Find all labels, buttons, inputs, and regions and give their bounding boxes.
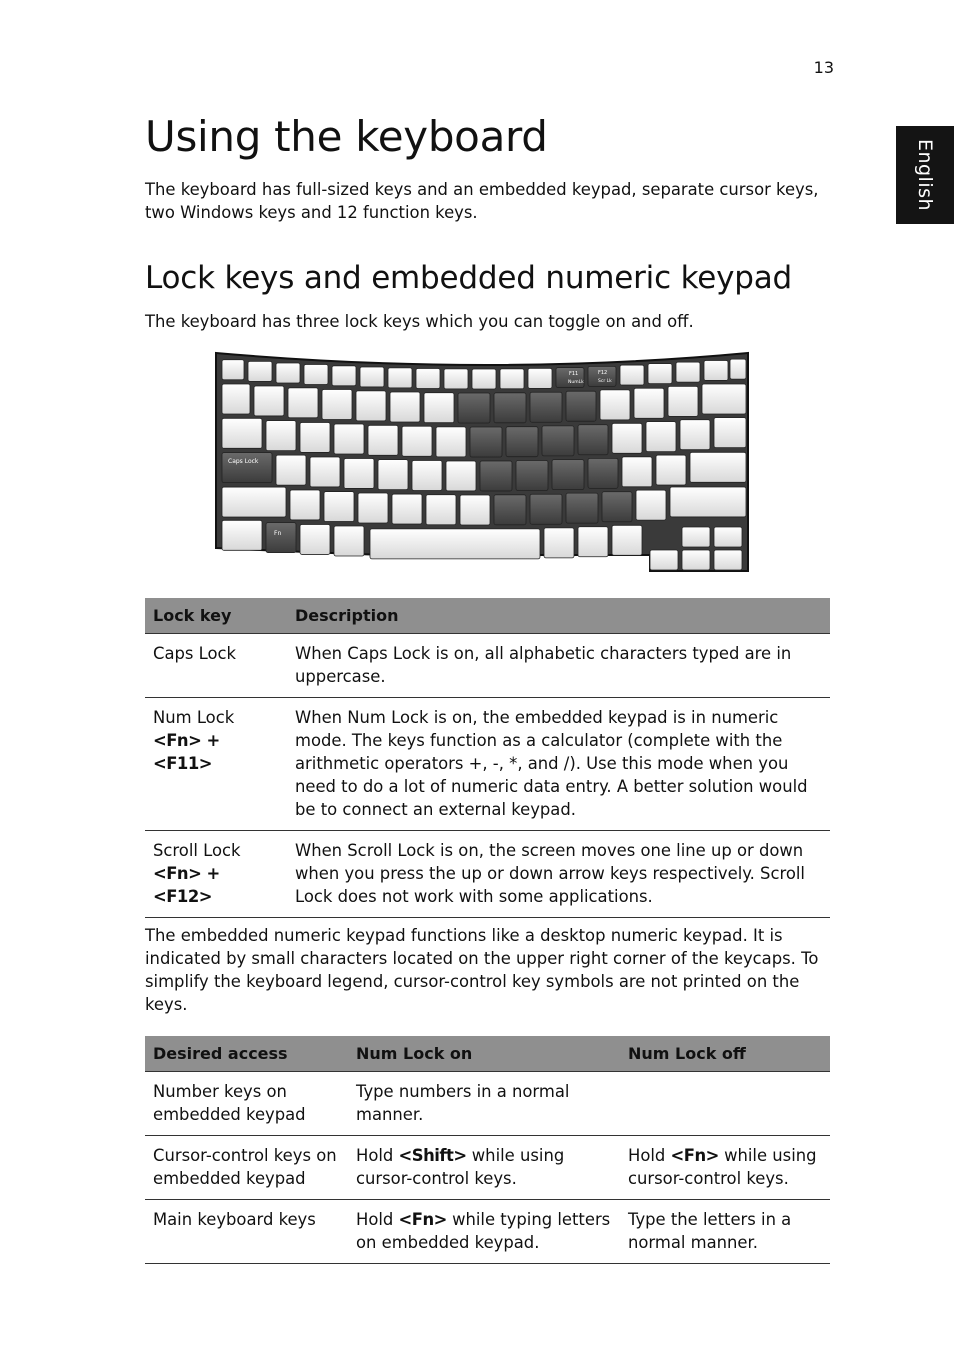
keyboard-key <box>300 422 330 452</box>
keyboard-key <box>300 524 330 554</box>
num-lock-on-cell <box>348 1071 620 1135</box>
caps-lock-key-label: Caps Lock <box>228 458 259 465</box>
keypad-key <box>530 392 562 422</box>
keyboard-key <box>390 392 420 422</box>
keyboard-key <box>620 365 644 385</box>
keypad-key <box>552 460 584 490</box>
keyboard-key <box>446 461 476 491</box>
lock-description-cell: When Scroll Lock is on, the screen moves one line up or down when you press the up or down arrow keys respectively. Scroll Lock does not work with some applications. <box>287 830 830 917</box>
language-tab <box>896 126 954 224</box>
keyboard-key <box>656 455 686 485</box>
f12-key-label: F12 <box>598 370 608 376</box>
lock-key-name: Num Lock <box>153 707 235 727</box>
fn-key-label: Fn <box>274 530 282 537</box>
keyboard-key <box>370 529 540 559</box>
keypad-key <box>266 523 296 553</box>
keyboard-key <box>714 418 746 448</box>
keyboard-key <box>426 495 456 525</box>
section-intro: The keyboard has three lock keys which you can toggle on and off. <box>145 312 694 331</box>
keyboard-key <box>368 425 398 455</box>
keyboard-key <box>288 388 318 418</box>
keyboard-key <box>402 426 432 456</box>
lock-keys-table <box>145 598 830 918</box>
keyboard-key <box>460 495 490 525</box>
keyboard-key <box>690 452 746 482</box>
keyboard-key <box>334 424 364 454</box>
keyboard-key <box>324 492 354 522</box>
keyboard-key <box>378 460 408 490</box>
keyboard-key <box>650 550 678 570</box>
lock-key-name: Caps Lock <box>153 643 237 663</box>
table-row <box>145 1199 830 1263</box>
keyboard-key <box>730 359 746 379</box>
access-cell: Number keys on embedded keypad <box>145 1071 348 1135</box>
key-name: <Fn> <box>398 1209 447 1229</box>
keyboard-key <box>276 363 300 383</box>
num-lock-on-cell <box>348 1199 620 1263</box>
keypad-key <box>578 425 608 455</box>
keyboard-key <box>356 391 386 421</box>
key-name: <Shift> <box>398 1145 467 1165</box>
lock-description-cell: When Num Lock is on, the embedded keypad is in numeric mode. The keys function as a calculator (complete with the arithmetic operators +, -, *, and /). Use this mode when you need to do a lot of numeric data entry. A better solution would be to connect an external keypad. <box>287 697 830 830</box>
keyboard-key <box>612 423 642 453</box>
keyboard-key <box>646 422 676 452</box>
keyboard-key <box>222 418 262 448</box>
cell-text: Type numbers in a normal manner. <box>356 1081 570 1124</box>
keyboard-key <box>682 527 710 547</box>
keyboard-key <box>600 390 630 420</box>
keypad-key <box>602 492 632 522</box>
table-row <box>145 1071 830 1135</box>
f11-key-label: F11 <box>569 371 579 377</box>
keyboard-key <box>500 369 524 389</box>
keypad-key <box>588 458 618 488</box>
keyboard-key <box>304 364 328 384</box>
keyboard-key <box>528 368 552 388</box>
table-header-cell: Desired access <box>145 1036 348 1071</box>
keyboard-key <box>436 427 466 457</box>
cell-text: Type the letters in a normal manner. <box>628 1209 792 1252</box>
keyboard-key <box>248 361 272 381</box>
table-header-cell: Num Lock off <box>620 1036 830 1071</box>
table-header-row <box>145 598 830 633</box>
keyboard-key <box>676 362 700 382</box>
keyboard-key <box>388 368 412 388</box>
keypad-key <box>506 427 538 457</box>
keyboard-key <box>360 367 384 387</box>
keyboard-key <box>680 420 710 450</box>
keyboard-key <box>416 369 440 389</box>
keyboard-key <box>714 550 742 570</box>
keyboard-key <box>222 487 286 517</box>
access-cell: Cursor-control keys on embedded keypad <box>145 1135 348 1199</box>
keyboard-key <box>704 360 728 380</box>
lock-key-combo: <Fn> + <F11> <box>153 730 220 773</box>
keyboard-key <box>648 364 672 384</box>
section-title: Lock keys and embedded numeric keypad <box>145 260 793 296</box>
cell-text: while using cursor-control keys. <box>356 1145 565 1188</box>
keyboard-key <box>290 490 320 520</box>
keyboard-illustration <box>210 343 770 578</box>
lock-key-cell <box>145 633 287 697</box>
keypad-key <box>480 461 512 491</box>
keyboard-key <box>702 384 746 414</box>
intro-paragraph: The keyboard has full-sized keys and an embedded keypad, separate cursor keys, two Windows keys and 12 function keys. <box>145 180 819 222</box>
lock-key-cell <box>145 697 287 830</box>
keyboard-key <box>472 369 496 389</box>
cell-text: Hold <box>356 1145 399 1165</box>
table-header-row <box>145 1036 830 1071</box>
cell-text: while typing letters on embedded keypad. <box>356 1209 611 1252</box>
page-title: Using the keyboard <box>145 112 548 161</box>
cell-text: Hold <box>356 1209 399 1229</box>
keyboard-key <box>266 421 296 451</box>
keyboard-key <box>444 369 468 389</box>
num-lock-on-cell <box>348 1135 620 1199</box>
access-table <box>145 1036 830 1264</box>
keyboard-key <box>670 487 746 517</box>
lock-key-combo: <Fn> + <F12> <box>153 863 220 906</box>
keyboard-key <box>668 386 698 416</box>
page-number: 13 <box>813 58 834 77</box>
keyboard-key <box>544 528 574 558</box>
keypad-key <box>494 393 526 423</box>
keyboard-key <box>358 493 388 523</box>
keyboard-key <box>612 525 642 555</box>
keyboard-key <box>392 494 422 524</box>
table-row <box>145 1135 830 1199</box>
cell-text: Hold <box>628 1145 671 1165</box>
cell-text: while using cursor-control keys. <box>628 1145 817 1188</box>
keyboard-key <box>222 384 250 414</box>
language-tab-label: English <box>914 138 936 212</box>
keyboard-key <box>332 366 356 386</box>
keyboard-key <box>682 550 710 570</box>
f12-key-sublabel: Scr Lk <box>598 379 612 384</box>
keypad-paragraph: The embedded numeric keypad functions like a desktop numeric keypad. It is indicated by small characters located on the upper right corner of the keycaps. To simplify the keyboard legend, cursor-control key symbols are not printed on the keys. <box>145 926 819 1014</box>
table-header-cell: Num Lock on <box>348 1036 620 1071</box>
keyboard-key <box>254 386 284 416</box>
keyboard-key <box>636 490 666 520</box>
keyboard-key <box>310 457 340 487</box>
keypad-key <box>494 495 526 525</box>
table-row <box>145 697 830 830</box>
num-lock-off-cell <box>620 1071 830 1135</box>
f11-key-sublabel: NumLk <box>568 380 584 385</box>
keypad-key <box>458 393 490 423</box>
keyboard-key <box>344 458 374 488</box>
keyboard-key <box>276 455 306 485</box>
keyboard-key <box>714 527 742 547</box>
table-row <box>145 830 830 917</box>
lock-description-cell: When Caps Lock is on, all alphabetic characters typed are in uppercase. <box>287 633 830 697</box>
num-lock-off-cell <box>620 1199 830 1263</box>
keypad-key <box>542 426 574 456</box>
keyboard-key <box>322 389 352 419</box>
keyboard-key <box>622 457 652 487</box>
lock-key-name: Scroll Lock <box>153 840 241 860</box>
keyboard-key <box>412 460 442 490</box>
keyboard-key <box>334 526 364 556</box>
keypad-key <box>530 494 562 524</box>
keyboard-key <box>222 520 262 550</box>
table-header-cell: Description <box>287 598 830 633</box>
num-lock-off-cell <box>620 1135 830 1199</box>
table-header-cell: Lock key <box>145 598 287 633</box>
keyboard-key <box>634 388 664 418</box>
keyboard-key <box>578 527 608 557</box>
lock-key-cell <box>145 830 287 917</box>
keyboard-key <box>222 360 244 380</box>
keyboard-key <box>424 393 454 423</box>
keypad-key <box>470 427 502 457</box>
access-cell: Main keyboard keys <box>145 1199 348 1263</box>
keypad-key <box>566 493 598 523</box>
key-name: <Fn> <box>670 1145 719 1165</box>
table-row <box>145 633 830 697</box>
keypad-key <box>566 391 596 421</box>
keypad-key <box>516 461 548 491</box>
